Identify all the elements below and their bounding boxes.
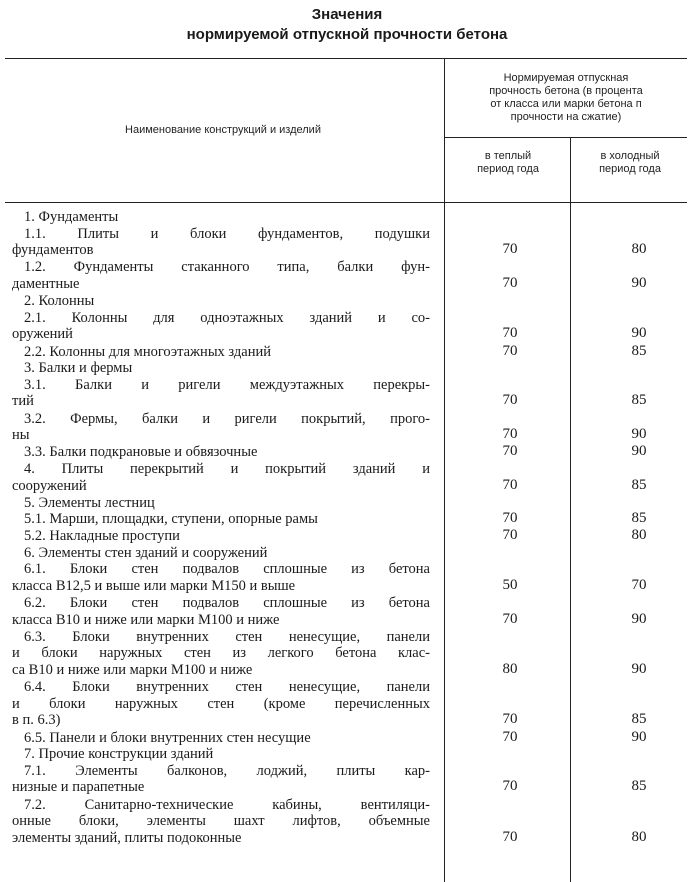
column-header-cold	[573, 150, 687, 176]
header-warm-line: в теплый	[484, 150, 532, 162]
warm-period-value: 70	[502, 728, 518, 745]
row-name-line: 3.2. Фермы, балки и ригели покрытий, прого-	[24, 410, 430, 427]
row-name-line: 6.5. Панели и блоки внутренних стен несущие	[24, 729, 311, 746]
table-row-name	[12, 763, 430, 796]
column-divider-1	[444, 58, 445, 882]
table-row-name	[12, 209, 430, 226]
cold-period-value: 90	[631, 610, 647, 627]
table-row-name	[12, 746, 430, 763]
row-name-line: 6.4. Блоки внутренних стен ненесущие, панели	[24, 679, 430, 696]
warm-period-value: 70	[502, 610, 518, 627]
table-row-name	[12, 461, 430, 494]
row-name-line: низные и парапетные	[12, 779, 145, 796]
column-header-warm	[447, 150, 569, 176]
row-name-line: элементы зданий, плиты подоконные	[12, 829, 242, 846]
column-header-group	[447, 72, 685, 124]
warm-period-value: 70	[502, 510, 518, 527]
warm-period-value: 70	[502, 828, 518, 845]
row-name-line: 3. Балки и фермы	[24, 360, 133, 377]
row-name-line: тий	[12, 393, 34, 410]
table-subtitle: нормируемой отпускной прочности бетона	[186, 26, 508, 43]
table-row-name	[12, 511, 430, 528]
cold-period-value: 85	[631, 711, 647, 728]
warm-period-value: 70	[502, 241, 518, 258]
warm-period-value: 70	[502, 426, 518, 443]
row-name-line: 6.1. Блоки стен подвалов сплошные из бетона	[24, 561, 430, 578]
warm-period-value: 70	[502, 778, 518, 795]
row-name-line: 7. Прочие конструкции зданий	[24, 746, 214, 763]
table-row-name	[12, 444, 430, 461]
row-name-line: 6.2. Блоки стен подвалов сплошные из бетона	[24, 595, 430, 611]
table-row-name	[12, 595, 430, 628]
row-name-line: 2. Колонны	[24, 293, 95, 310]
table-row-name	[12, 259, 430, 292]
row-name-line: оружений	[12, 326, 73, 343]
row-name-line: са В10 и ниже или марки М100 и ниже	[12, 661, 253, 678]
row-name-line: 5. Элементы лестниц	[24, 494, 155, 511]
table-row-name	[12, 561, 430, 594]
header-group-line: прочности на сжатие)	[510, 111, 622, 123]
table-row-name	[12, 344, 430, 361]
table-row-name	[12, 797, 430, 847]
column-header-name: Наименование конструкций и изделий	[125, 124, 321, 136]
row-name-line: фундаментов	[12, 242, 94, 259]
table-row-name	[12, 411, 430, 444]
warm-period-value: 70	[502, 392, 518, 409]
table-row-name	[12, 360, 430, 377]
table-row-name	[12, 545, 430, 562]
row-name-line: 6. Элементы стен зданий и сооружений	[24, 544, 268, 561]
cold-period-value: 90	[631, 728, 647, 745]
cold-period-value: 85	[631, 392, 647, 409]
table-row-name	[12, 629, 430, 679]
header-group-line: от класса или марки бетона п	[490, 98, 642, 110]
table-row-name	[12, 730, 430, 747]
cold-period-value: 85	[631, 778, 647, 795]
table-row-name	[12, 679, 430, 729]
warm-period-value: 70	[502, 342, 518, 359]
table-row-name	[12, 528, 430, 545]
column-divider-2	[570, 137, 571, 882]
row-name-line: онные блоки, элементы шахт лифтов, объемные	[12, 813, 430, 830]
cold-period-value: 90	[631, 443, 647, 460]
warm-period-value: 70	[502, 325, 518, 342]
cold-period-value: 90	[631, 661, 647, 677]
row-name-line: сооружений	[12, 477, 87, 494]
cold-period-value: 90	[631, 426, 647, 443]
row-name-line: даментные	[12, 275, 80, 292]
row-name-line: и блоки наружных стен (кроме перечисленных	[12, 695, 430, 712]
table-row-name	[12, 377, 430, 410]
row-name-line: 6.3. Блоки внутренних стен ненесущие, панели	[24, 628, 430, 645]
warm-period-value: 50	[502, 576, 518, 593]
header-bottom-border	[5, 202, 687, 203]
table-row-name	[12, 226, 430, 259]
warm-period-value: 80	[502, 661, 518, 677]
cold-period-value: 90	[631, 275, 647, 291]
cold-period-value: 70	[631, 576, 647, 593]
warm-period-value: 70	[502, 527, 518, 543]
row-name-line: 1. Фундаменты	[24, 209, 119, 225]
row-name-line: 3.1. Балки и ригели междуэтажных перекры-	[24, 376, 430, 393]
header-group-divider	[444, 137, 687, 138]
cold-period-value: 90	[631, 325, 647, 342]
row-name-line: 1.2. Фундаменты стаканного типа, балки фун-	[24, 259, 430, 276]
warm-period-value: 70	[502, 476, 518, 493]
table-top-border	[5, 58, 687, 59]
row-name-line: класса В12,5 и выше или марки М150 и выше	[12, 577, 296, 594]
cold-period-value: 80	[631, 241, 647, 258]
warm-period-value: 70	[502, 443, 518, 460]
header-warm-line: период года	[477, 163, 539, 175]
header-group-line: Нормируемая отпускная	[503, 72, 629, 84]
cold-period-value: 85	[631, 510, 647, 527]
warm-period-value: 70	[502, 275, 518, 291]
warm-period-value: 70	[502, 711, 518, 728]
row-name-line: 7.1. Элементы балконов, лоджий, плиты кар-	[24, 762, 430, 779]
row-name-line: в п. 6.3)	[12, 712, 61, 729]
header-cold-line: период года	[599, 163, 661, 175]
cold-period-value: 80	[631, 527, 647, 543]
row-name-line: 2.2. Колонны для многоэтажных зданий	[24, 343, 271, 360]
row-name-line: класса В10 и ниже или марки М100 и ниже	[12, 611, 280, 628]
row-name-line: 2.1. Колонны для одноэтажных зданий и со-	[24, 309, 430, 326]
header-cold-line: в холодный	[600, 150, 660, 162]
row-name-line: 7.2. Санитарно-технические кабины, вентиляци-	[24, 796, 430, 813]
row-name-line: 3.3. Балки подкрановые и обвязочные	[24, 444, 258, 461]
row-name-line: 5.2. Накладные проступи	[24, 528, 180, 544]
row-name-line: и блоки наружных стен из легкого бетона клас-	[12, 645, 430, 662]
table-title: Значения	[311, 6, 383, 23]
row-name-line: ны	[12, 427, 30, 444]
row-name-line: 5.1. Марши, площадки, ступени, опорные рамы	[24, 511, 318, 528]
row-name-line: 1.1. Плиты и блоки фундаментов, подушки	[24, 225, 430, 242]
cold-period-value: 85	[631, 476, 647, 493]
cold-period-value: 85	[631, 342, 647, 359]
cold-period-value: 80	[631, 828, 647, 845]
table-row-name	[12, 310, 430, 343]
row-name-line: 4. Плиты перекрытий и покрытий зданий и	[24, 461, 430, 477]
header-group-line: прочность бетона (в процента	[489, 85, 643, 97]
table-row-name	[12, 293, 430, 310]
table-row-name	[12, 495, 430, 512]
